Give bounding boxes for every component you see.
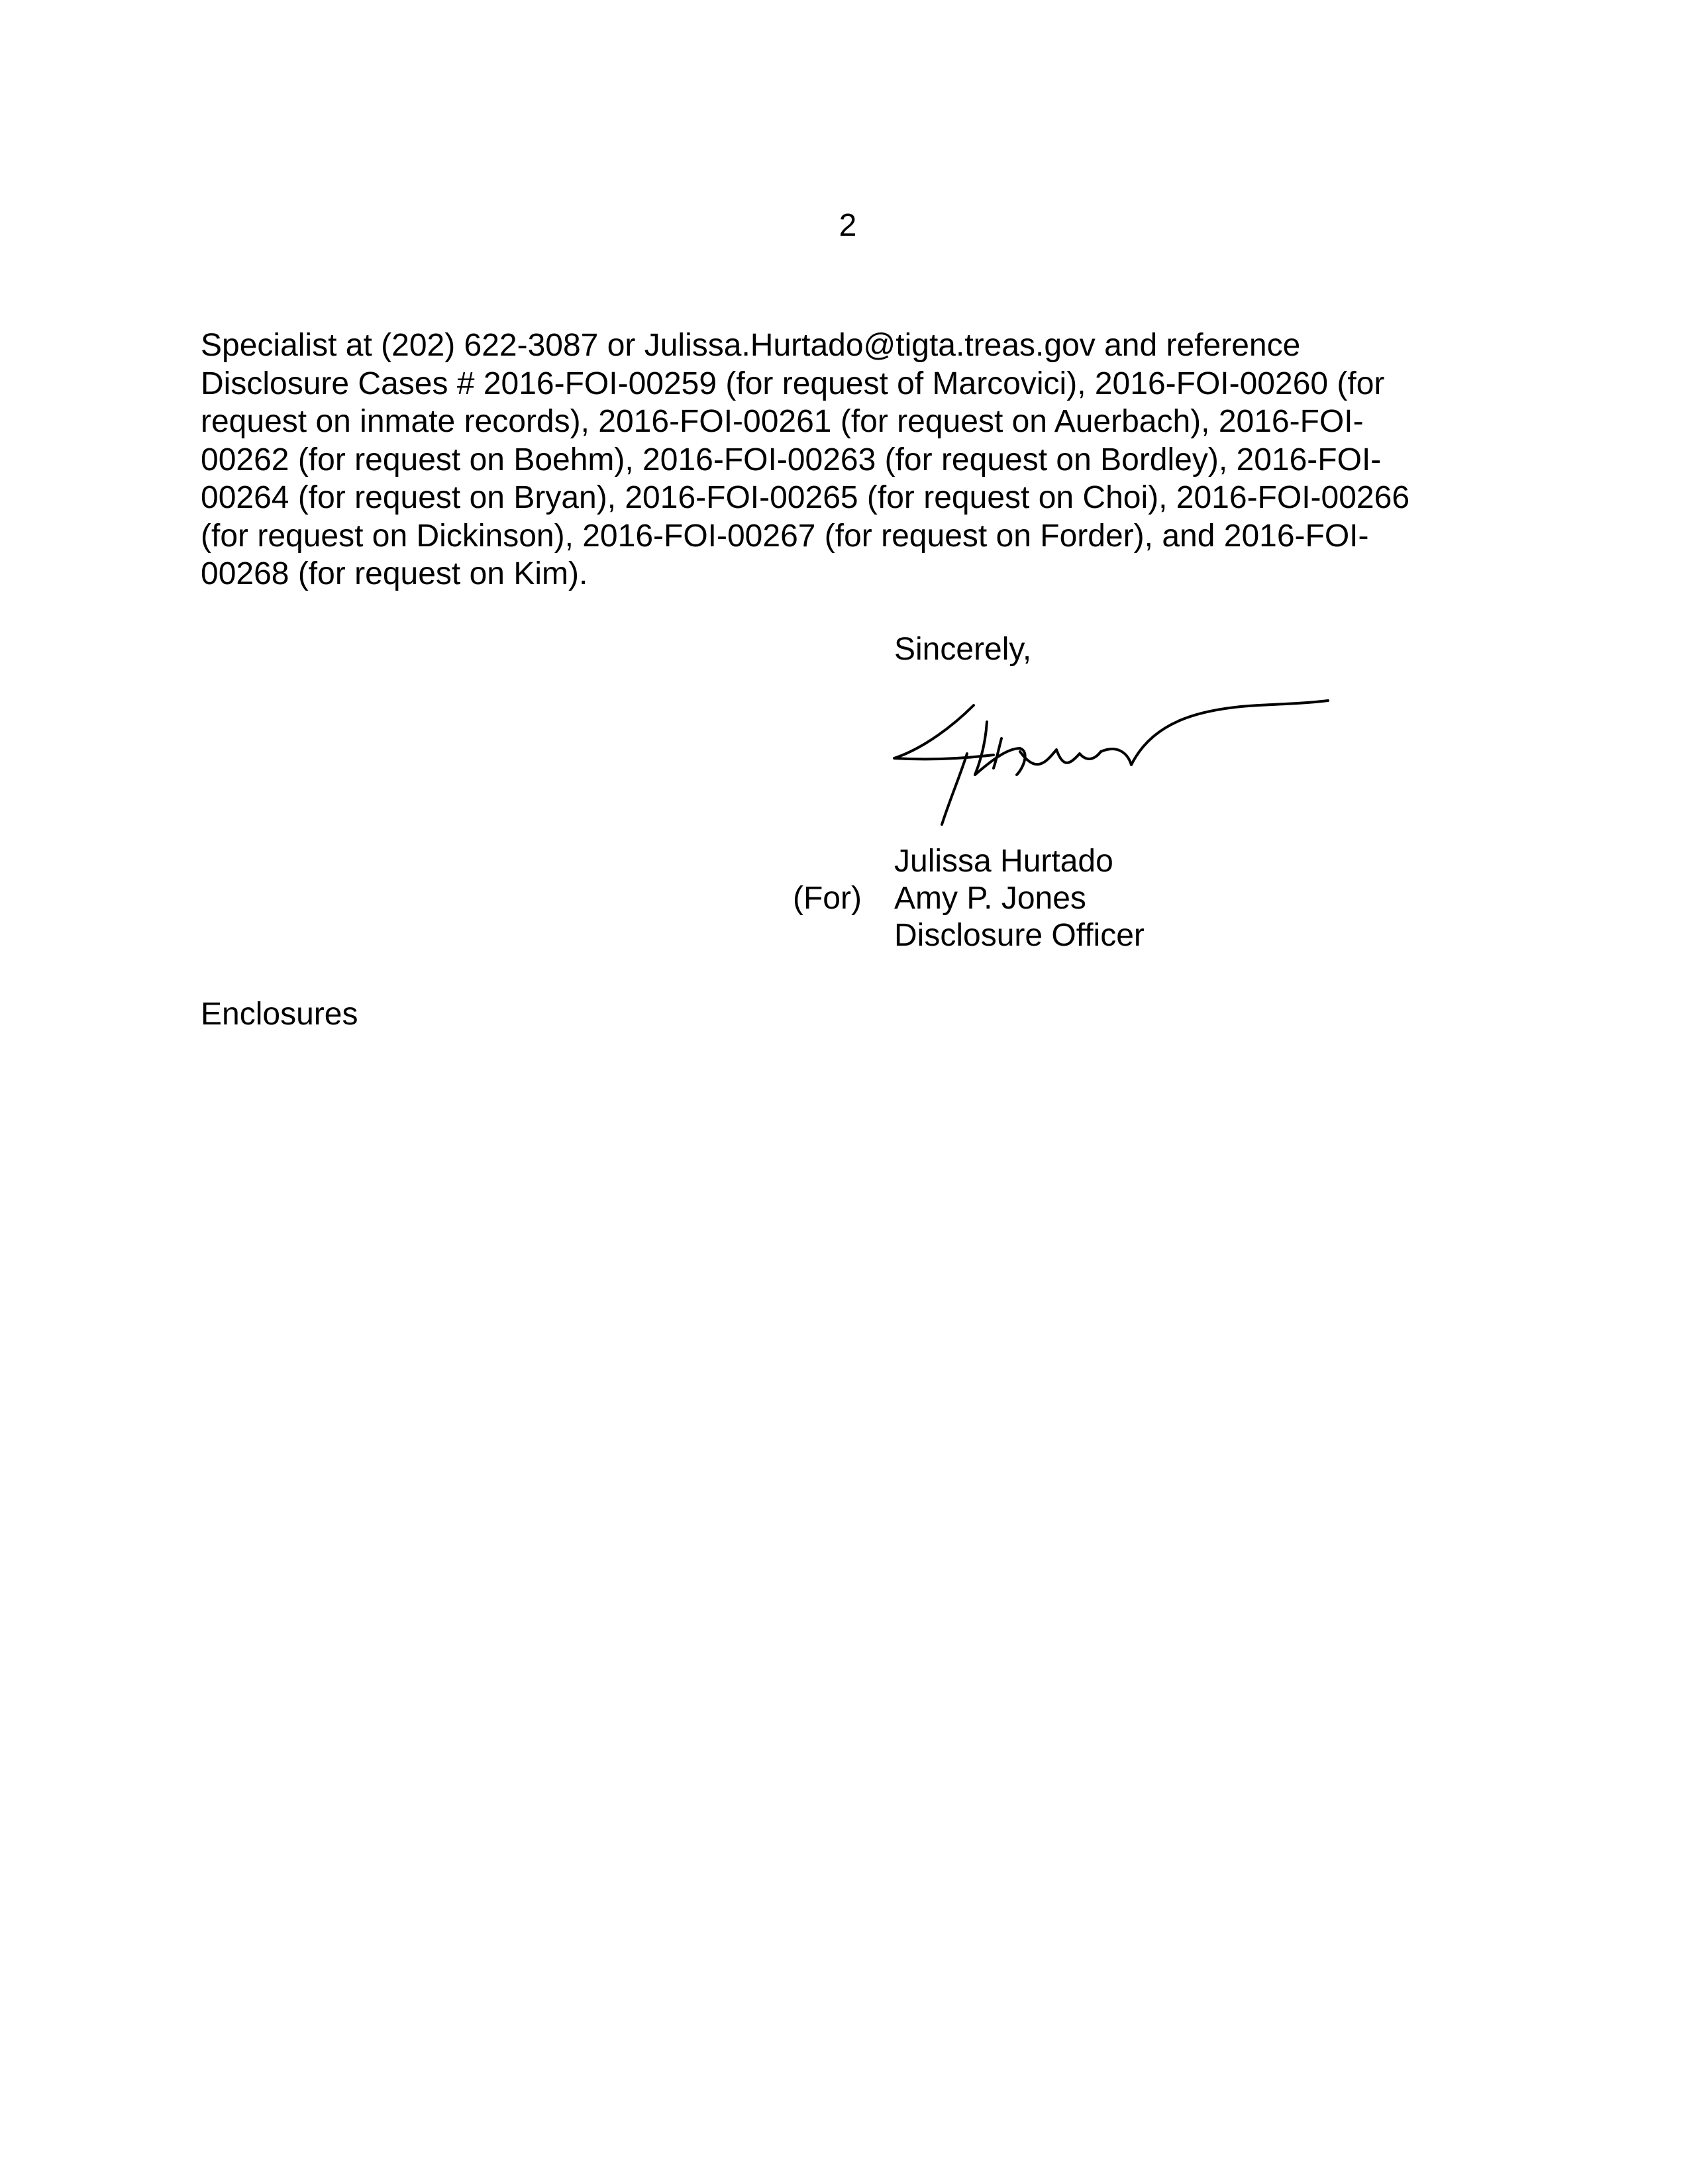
closing-salutation: Sincerely, bbox=[894, 632, 1032, 667]
letter-body bbox=[201, 326, 1512, 593]
signature-block bbox=[894, 843, 1145, 954]
body-line: 00262 (for request on Boehm), 2016-FOI-00263 (for request on Bordley), 2016-FOI- bbox=[201, 442, 1382, 477]
body-line: 00268 (for request on Kim). bbox=[201, 556, 588, 591]
body-line: request on inmate records), 2016-FOI-00261 (for request on Auerbach), 2016-FOI- bbox=[201, 404, 1364, 439]
enclosures-label: Enclosures bbox=[201, 997, 358, 1032]
officer-title: Disclosure Officer bbox=[894, 918, 1145, 953]
body-line: Specialist at (202) 622-3087 or Julissa.Hurtado@tigta.treas.gov and reference bbox=[201, 328, 1301, 363]
body-line: Disclosure Cases # 2016-FOI-00259 (for request of Marcovici), 2016-FOI-00260 (for bbox=[201, 366, 1385, 401]
officer-name: Amy P. Jones bbox=[894, 881, 1086, 916]
body-line: 00264 (for request on Bryan), 2016-FOI-00265 (for request on Choi), 2016-FOI-00266 bbox=[201, 480, 1410, 515]
handwritten-signature bbox=[888, 675, 1351, 834]
body-line: (for request on Dickinson), 2016-FOI-00267 (for request on Forder), and 2016-FOI- bbox=[201, 518, 1369, 554]
page-number: 2 bbox=[839, 208, 857, 243]
signer-name: Julissa Hurtado bbox=[894, 844, 1113, 879]
for-label: (For) bbox=[793, 881, 862, 916]
